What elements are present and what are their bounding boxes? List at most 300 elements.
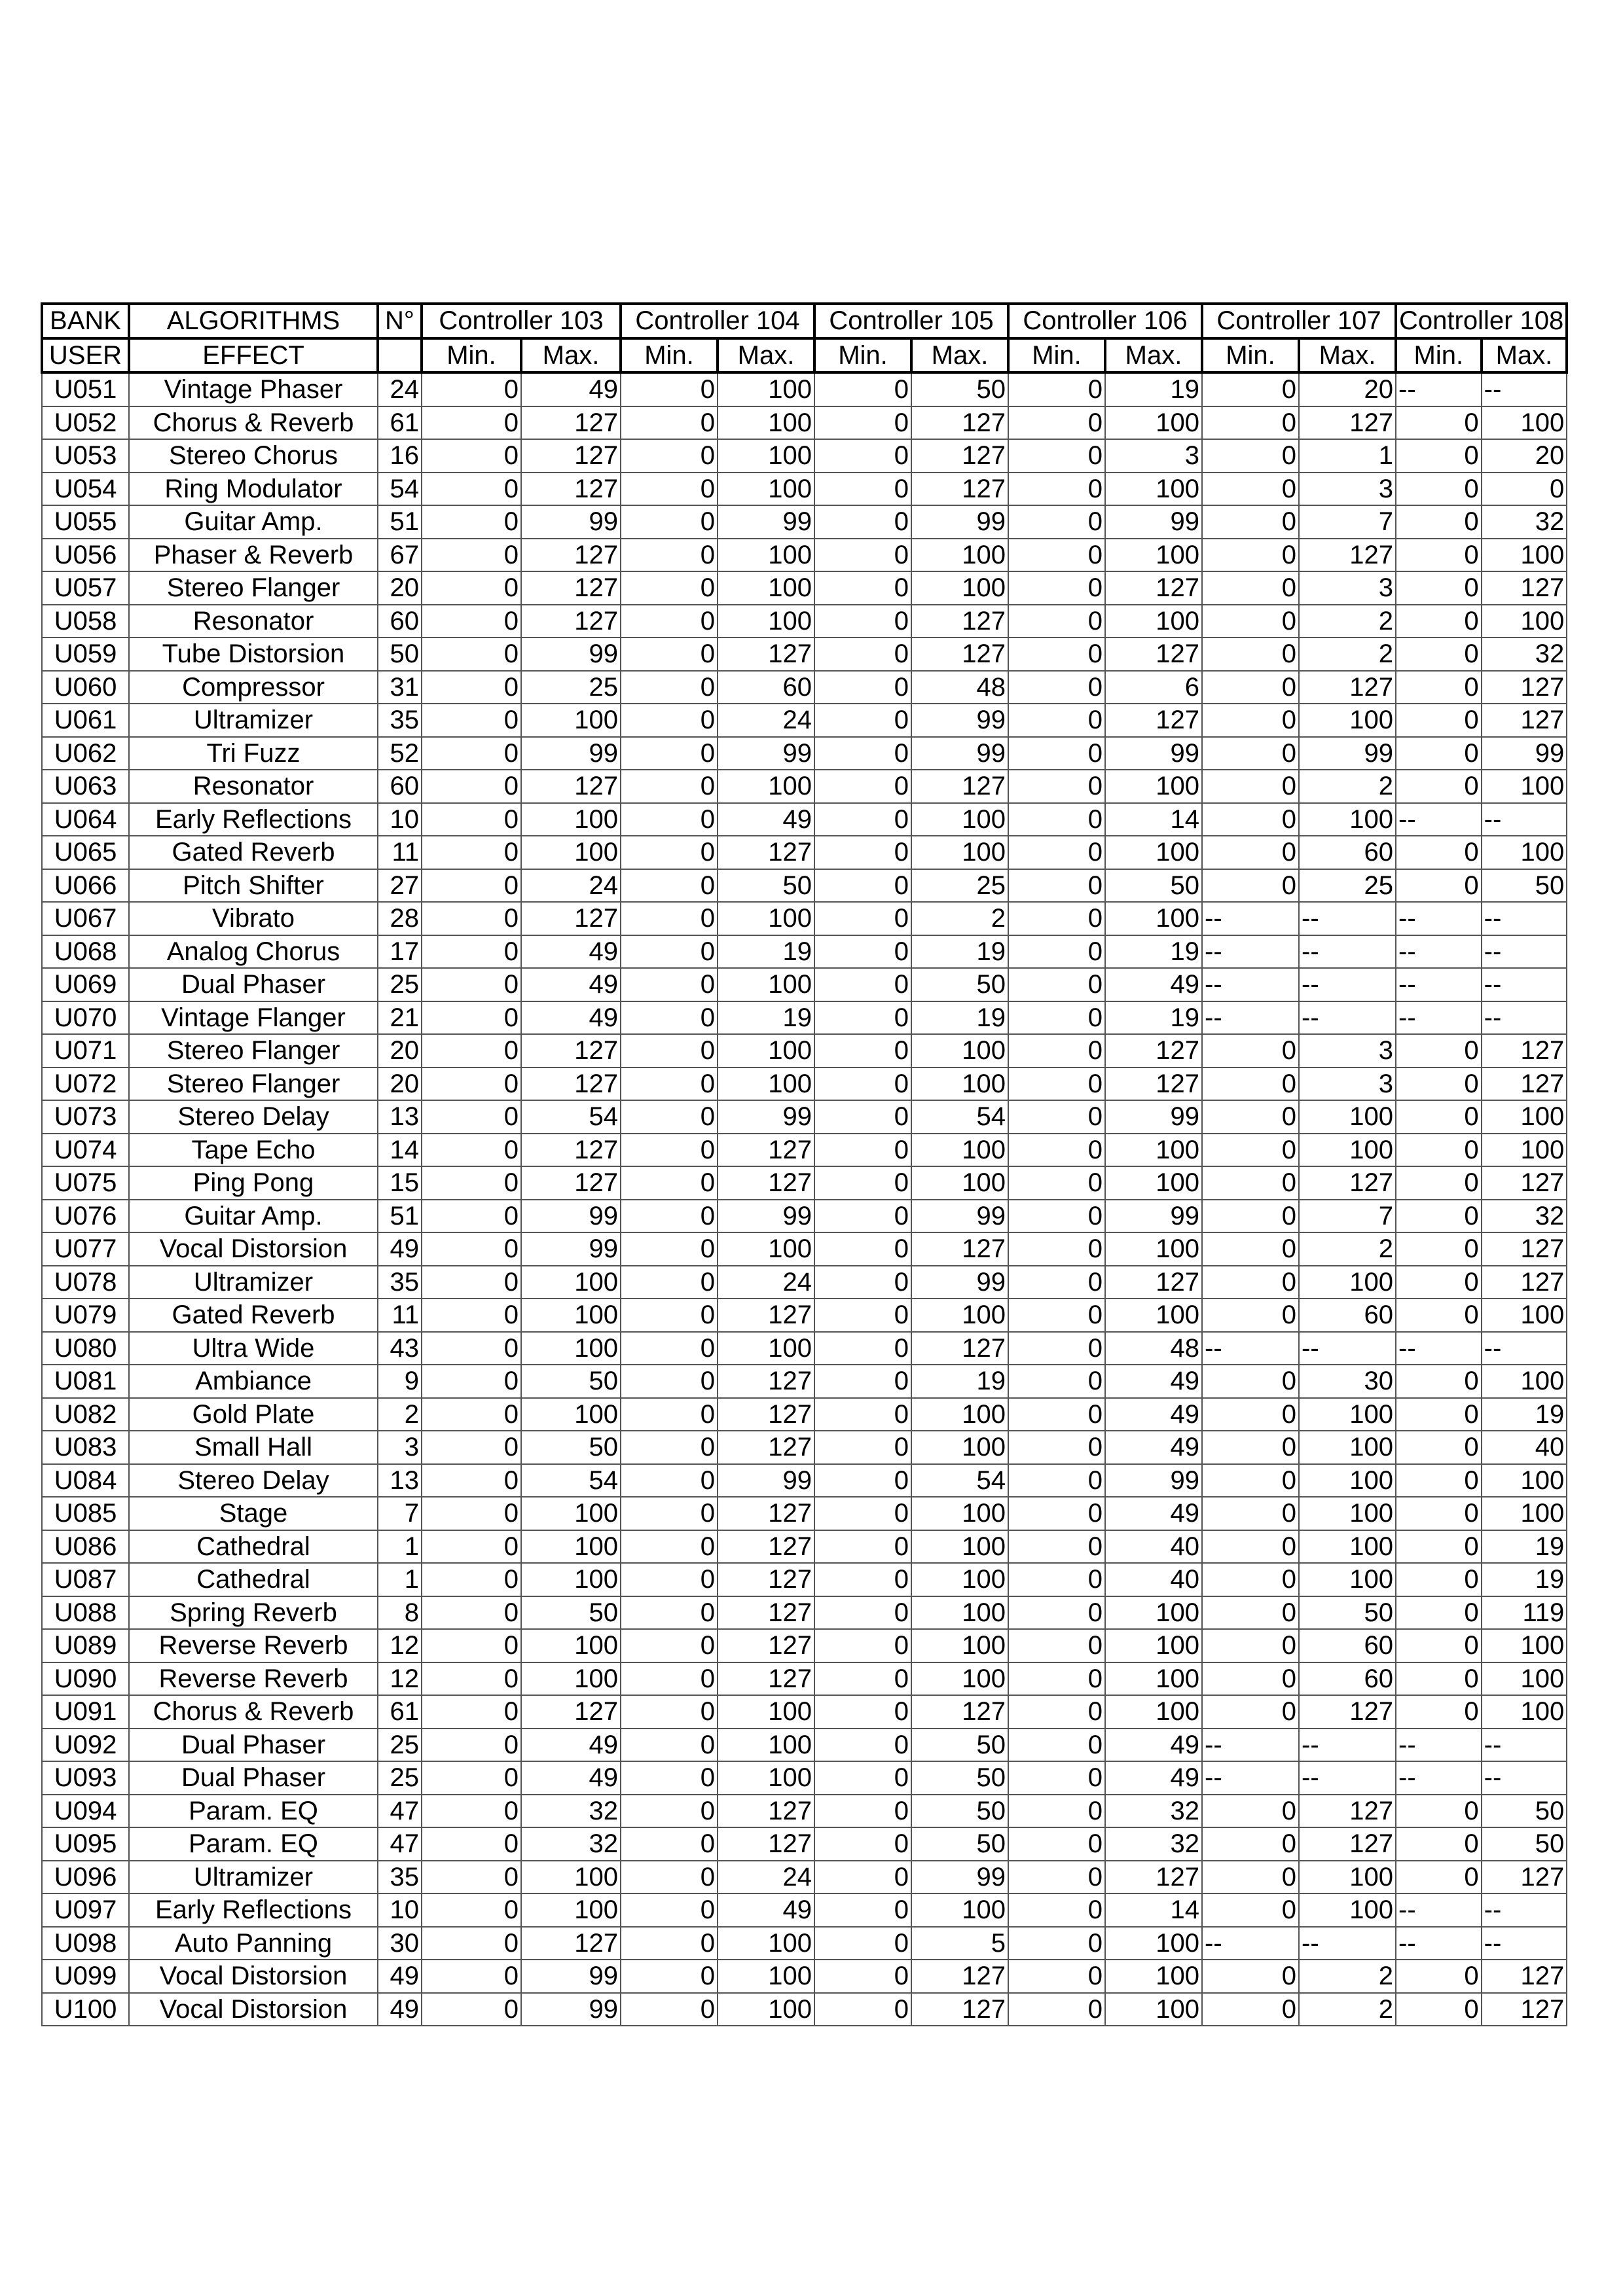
value-cell: 0	[814, 1067, 911, 1101]
value-cell: 19	[718, 1001, 814, 1035]
value-cell: 0	[1396, 505, 1482, 539]
value-cell: 100	[1299, 1398, 1396, 1431]
value-cell: 0	[621, 1530, 718, 1564]
value-cell: 32	[521, 1795, 621, 1828]
algorithm-number-cell: 61	[378, 1695, 422, 1729]
value-cell: 0	[621, 803, 718, 836]
value-cell: 100	[718, 902, 814, 935]
table-row	[42, 968, 1567, 1001]
algorithm-number-cell: 20	[378, 1034, 422, 1067]
table-row	[42, 1166, 1567, 1200]
value-cell: 0	[1202, 1960, 1299, 1993]
value-cell: 0	[422, 1431, 521, 1464]
bank-cell: U073	[42, 1100, 129, 1134]
value-cell: --	[1299, 902, 1396, 935]
table-row	[42, 1530, 1567, 1564]
value-cell: --	[1396, 1927, 1482, 1960]
value-cell: 0	[1202, 836, 1299, 869]
value-cell: 0	[422, 1299, 521, 1332]
value-cell: --	[1482, 372, 1567, 406]
table-row	[42, 803, 1567, 836]
value-cell: 0	[814, 473, 911, 506]
value-cell: 0	[814, 1596, 911, 1630]
value-cell: 0	[422, 571, 521, 605]
value-cell: 100	[1299, 1563, 1396, 1596]
table-row	[42, 406, 1567, 440]
value-cell: 127	[1482, 1166, 1567, 1200]
value-cell: 100	[718, 968, 814, 1001]
value-cell: 0	[1202, 1232, 1299, 1266]
value-cell: 0	[422, 803, 521, 836]
bank-cell: U074	[42, 1134, 129, 1167]
value-cell: 127	[718, 1365, 814, 1398]
effect-cell: Ambiance	[129, 1365, 378, 1398]
value-cell: 60	[1299, 836, 1396, 869]
value-cell: 0	[621, 1034, 718, 1067]
effect-cell: Ring Modulator	[129, 473, 378, 506]
value-cell: --	[1396, 372, 1482, 406]
value-cell: 100	[1299, 1497, 1396, 1530]
value-cell: 0	[1396, 473, 1482, 506]
value-cell: 100	[1482, 605, 1567, 638]
header-row-1	[42, 304, 1567, 338]
value-cell: 100	[911, 1034, 1008, 1067]
value-cell: 0	[1202, 1134, 1299, 1167]
value-cell: 0	[1008, 1662, 1105, 1696]
value-cell: 0	[621, 704, 718, 737]
value-cell: 49	[1105, 1431, 1202, 1464]
value-cell: 0	[814, 571, 911, 605]
table-row	[42, 1695, 1567, 1729]
value-cell: 100	[718, 372, 814, 406]
value-cell: 32	[1482, 505, 1567, 539]
value-cell: --	[1482, 1729, 1567, 1762]
value-cell: 100	[911, 1563, 1008, 1596]
value-cell: 40	[1105, 1530, 1202, 1564]
value-cell: 3	[1299, 571, 1396, 605]
value-cell: 0	[1008, 1927, 1105, 1960]
value-cell: 127	[1299, 1695, 1396, 1729]
table-row	[42, 1299, 1567, 1332]
table-row	[42, 372, 1567, 406]
value-cell: 0	[621, 1232, 718, 1266]
value-cell: 0	[621, 1100, 718, 1134]
value-cell: 0	[1202, 1497, 1299, 1530]
value-cell: 0	[1202, 671, 1299, 704]
value-cell: 0	[1396, 571, 1482, 605]
value-cell: 127	[718, 1134, 814, 1167]
table-row	[42, 902, 1567, 935]
algorithm-number-cell: 24	[378, 372, 422, 406]
algorithm-number-cell: 35	[378, 1266, 422, 1299]
value-cell: 24	[521, 869, 621, 903]
table-row	[42, 1398, 1567, 1431]
value-cell: 0	[1396, 1662, 1482, 1696]
table-row	[42, 1827, 1567, 1861]
effect-cell: Dual Phaser	[129, 1729, 378, 1762]
effect-cell: Vocal Distorsion	[129, 1960, 378, 1993]
effect-cell: Gated Reverb	[129, 1299, 378, 1332]
value-cell: 49	[521, 935, 621, 969]
value-cell: 100	[718, 1232, 814, 1266]
value-cell: 99	[521, 737, 621, 770]
value-cell: 0	[814, 1497, 911, 1530]
value-cell: 0	[621, 1729, 718, 1762]
value-cell: 0	[1008, 803, 1105, 836]
value-cell: 127	[718, 1431, 814, 1464]
table-row	[42, 1629, 1567, 1662]
value-cell: 0	[621, 1893, 718, 1927]
value-cell: 0	[1396, 704, 1482, 737]
value-cell: 0	[1202, 1993, 1299, 2026]
value-cell: 0	[1202, 1266, 1299, 1299]
value-cell: 0	[1202, 1662, 1299, 1696]
value-cell: 50	[911, 1827, 1008, 1861]
value-cell: 60	[1299, 1629, 1396, 1662]
value-cell: 127	[1105, 1266, 1202, 1299]
value-cell: 0	[621, 1695, 718, 1729]
value-cell: 0	[1396, 1629, 1482, 1662]
value-cell: 0	[1202, 1893, 1299, 1927]
value-cell: 0	[1008, 902, 1105, 935]
value-cell: --	[1482, 902, 1567, 935]
algorithm-number-cell: 13	[378, 1100, 422, 1134]
value-cell: 127	[1299, 1795, 1396, 1828]
effect-cell: Analog Chorus	[129, 935, 378, 969]
value-cell: 40	[1105, 1563, 1202, 1596]
bank-cell: U052	[42, 406, 129, 440]
value-cell: 0	[1008, 1795, 1105, 1828]
value-cell: 127	[1299, 671, 1396, 704]
value-cell: 54	[521, 1100, 621, 1134]
value-cell: 100	[718, 1695, 814, 1729]
value-cell: 100	[1299, 1100, 1396, 1134]
value-cell: 0	[422, 1200, 521, 1233]
value-cell: 99	[911, 737, 1008, 770]
value-cell: 99	[1105, 1100, 1202, 1134]
value-cell: 0	[1202, 1067, 1299, 1101]
value-cell: 99	[718, 1200, 814, 1233]
value-cell: 0	[1008, 737, 1105, 770]
value-cell: 0	[1202, 737, 1299, 770]
value-cell: 100	[911, 1299, 1008, 1332]
value-cell: 100	[718, 439, 814, 473]
bank-cell: U056	[42, 539, 129, 572]
value-cell: 2	[1299, 637, 1396, 671]
value-cell: 100	[1105, 1960, 1202, 1993]
value-cell: 0	[814, 836, 911, 869]
value-cell: 127	[521, 1067, 621, 1101]
value-cell: 0	[1008, 770, 1105, 803]
value-cell: 100	[1105, 1993, 1202, 2026]
effect-cell: Param. EQ	[129, 1795, 378, 1828]
algorithm-number-cell: 54	[378, 473, 422, 506]
value-cell: 50	[1105, 869, 1202, 903]
value-cell: 0	[1008, 1067, 1105, 1101]
value-cell: --	[1202, 1761, 1299, 1795]
table-row	[42, 1927, 1567, 1960]
value-cell: 99	[1105, 737, 1202, 770]
value-cell: 127	[718, 1795, 814, 1828]
effect-cell: Ultramizer	[129, 1266, 378, 1299]
value-cell: 0	[1008, 605, 1105, 638]
value-cell: --	[1299, 1927, 1396, 1960]
value-cell: 0	[1008, 1134, 1105, 1167]
value-cell: 0	[621, 1431, 718, 1464]
value-cell: 0	[814, 1960, 911, 1993]
value-cell: 0	[422, 637, 521, 671]
value-cell: 127	[1482, 571, 1567, 605]
value-cell: 0	[814, 1299, 911, 1332]
value-cell: 2	[1299, 605, 1396, 638]
bank-cell: U064	[42, 803, 129, 836]
column-header: Controller 106	[1008, 304, 1202, 338]
value-cell: 0	[1396, 1563, 1482, 1596]
algorithm-number-cell: 60	[378, 605, 422, 638]
value-cell: 100	[1482, 406, 1567, 440]
value-cell: 127	[911, 439, 1008, 473]
value-cell: 100	[911, 1596, 1008, 1630]
effect-cell: Dual Phaser	[129, 968, 378, 1001]
value-cell: 100	[521, 1662, 621, 1696]
column-subheader: Min.	[1202, 338, 1299, 373]
value-cell: 54	[911, 1464, 1008, 1498]
effect-cell: Auto Panning	[129, 1927, 378, 1960]
column-subheader: Max.	[1105, 338, 1202, 373]
value-cell: 0	[1396, 1200, 1482, 1233]
effect-cell: Param. EQ	[129, 1827, 378, 1861]
value-cell: 0	[422, 1761, 521, 1795]
value-cell: 100	[1105, 836, 1202, 869]
value-cell: 0	[1396, 1497, 1482, 1530]
value-cell: 0	[1008, 1266, 1105, 1299]
value-cell: 0	[621, 671, 718, 704]
value-cell: --	[1482, 1001, 1567, 1035]
value-cell: 0	[1008, 539, 1105, 572]
value-cell: 0	[422, 1861, 521, 1894]
effect-cell: Compressor	[129, 671, 378, 704]
value-cell: 100	[911, 803, 1008, 836]
value-cell: 0	[1202, 1827, 1299, 1861]
value-cell: 0	[814, 1166, 911, 1200]
value-cell: 100	[911, 539, 1008, 572]
value-cell: 0	[1008, 1596, 1105, 1630]
value-cell: 40	[1482, 1431, 1567, 1464]
bank-cell: U079	[42, 1299, 129, 1332]
value-cell: 24	[718, 1266, 814, 1299]
value-cell: 0	[1008, 571, 1105, 605]
bank-cell: U085	[42, 1497, 129, 1530]
value-cell: 32	[1105, 1827, 1202, 1861]
value-cell: 0	[1008, 1893, 1105, 1927]
value-cell: 127	[911, 1695, 1008, 1729]
value-cell: 0	[621, 968, 718, 1001]
value-cell: 127	[718, 1596, 814, 1630]
value-cell: 100	[718, 1993, 814, 2026]
table-row	[42, 770, 1567, 803]
value-cell: 0	[1396, 1827, 1482, 1861]
effect-cell: Chorus & Reverb	[129, 406, 378, 440]
value-cell: 0	[621, 935, 718, 969]
algorithm-number-cell: 61	[378, 406, 422, 440]
value-cell: 0	[1396, 406, 1482, 440]
value-cell: 0	[814, 1795, 911, 1828]
value-cell: --	[1396, 935, 1482, 969]
value-cell: 100	[1482, 1365, 1567, 1398]
value-cell: 0	[1008, 1993, 1105, 2026]
bank-cell: U070	[42, 1001, 129, 1035]
value-cell: 0	[422, 869, 521, 903]
bank-cell: U093	[42, 1761, 129, 1795]
value-cell: 0	[422, 406, 521, 440]
bank-cell: U094	[42, 1795, 129, 1828]
table-row	[42, 1001, 1567, 1035]
table-row	[42, 1563, 1567, 1596]
value-cell: 127	[521, 605, 621, 638]
value-cell: 99	[718, 737, 814, 770]
value-cell: 127	[1482, 671, 1567, 704]
algorithm-number-cell: 60	[378, 770, 422, 803]
value-cell: --	[1482, 803, 1567, 836]
value-cell: 100	[718, 1729, 814, 1762]
value-cell: 0	[1396, 1266, 1482, 1299]
value-cell: 0	[1008, 1861, 1105, 1894]
value-cell: --	[1299, 1729, 1396, 1762]
value-cell: 0	[1202, 605, 1299, 638]
value-cell: 0	[422, 1629, 521, 1662]
value-cell: 0	[814, 1332, 911, 1365]
value-cell: 100	[718, 605, 814, 638]
table-row	[42, 1893, 1567, 1927]
algorithm-number-cell: 20	[378, 1067, 422, 1101]
value-cell: 0	[1482, 473, 1567, 506]
value-cell: 0	[422, 439, 521, 473]
value-cell: 0	[1202, 372, 1299, 406]
value-cell: 0	[1396, 1166, 1482, 1200]
value-cell: 0	[422, 1827, 521, 1861]
value-cell: 0	[1008, 1200, 1105, 1233]
bank-cell: U078	[42, 1266, 129, 1299]
value-cell: --	[1299, 1001, 1396, 1035]
value-cell: 127	[1105, 571, 1202, 605]
value-cell: 0	[1008, 637, 1105, 671]
value-cell: 0	[422, 1497, 521, 1530]
value-cell: 100	[1482, 1662, 1567, 1696]
value-cell: 0	[1202, 1166, 1299, 1200]
value-cell: 100	[1105, 1134, 1202, 1167]
value-cell: 0	[814, 1927, 911, 1960]
value-cell: 127	[911, 1332, 1008, 1365]
value-cell: 0	[422, 770, 521, 803]
algorithm-number-cell: 43	[378, 1332, 422, 1365]
value-cell: 100	[521, 1893, 621, 1927]
value-cell: 50	[521, 1365, 621, 1398]
algorithm-number-cell: 11	[378, 836, 422, 869]
value-cell: 0	[1396, 1464, 1482, 1498]
value-cell: 0	[621, 1299, 718, 1332]
value-cell: 0	[814, 372, 911, 406]
value-cell: 127	[1482, 1960, 1567, 1993]
value-cell: 100	[1105, 605, 1202, 638]
value-cell: 0	[1202, 1100, 1299, 1134]
value-cell: 0	[422, 1662, 521, 1696]
bank-cell: U097	[42, 1893, 129, 1927]
value-cell: --	[1299, 935, 1396, 969]
value-cell: 0	[422, 539, 521, 572]
algorithm-number-cell: 47	[378, 1795, 422, 1828]
value-cell: 0	[814, 1200, 911, 1233]
value-cell: 50	[1482, 1795, 1567, 1828]
value-cell: 0	[1396, 836, 1482, 869]
column-subheader: Min.	[621, 338, 718, 373]
value-cell: 50	[911, 1729, 1008, 1762]
value-cell: 127	[1482, 1232, 1567, 1266]
value-cell: 0	[1396, 1530, 1482, 1564]
value-cell: --	[1396, 1729, 1482, 1762]
value-cell: 0	[422, 1232, 521, 1266]
table-row	[42, 439, 1567, 473]
value-cell: 0	[621, 505, 718, 539]
table-body	[42, 372, 1567, 2026]
value-cell: 0	[814, 605, 911, 638]
table-row	[42, 1993, 1567, 2026]
value-cell: 100	[911, 836, 1008, 869]
effect-cell: Resonator	[129, 770, 378, 803]
value-cell: 0	[1202, 473, 1299, 506]
value-cell: 127	[521, 902, 621, 935]
value-cell: 0	[422, 1927, 521, 1960]
algorithm-number-cell: 35	[378, 1861, 422, 1894]
value-cell: 100	[1482, 1299, 1567, 1332]
value-cell: 2	[911, 902, 1008, 935]
value-cell: 0	[1008, 935, 1105, 969]
value-cell: 127	[911, 1960, 1008, 1993]
value-cell: 0	[422, 1067, 521, 1101]
value-cell: 14	[1105, 803, 1202, 836]
value-cell: 100	[1105, 902, 1202, 935]
value-cell: 127	[911, 770, 1008, 803]
value-cell: 0	[814, 1729, 911, 1762]
value-cell: 0	[814, 935, 911, 969]
bank-cell: U083	[42, 1431, 129, 1464]
effect-cell: Ultramizer	[129, 704, 378, 737]
table-row	[42, 1596, 1567, 1630]
value-cell: --	[1396, 968, 1482, 1001]
value-cell: 0	[621, 836, 718, 869]
value-cell: 0	[621, 902, 718, 935]
effect-cell: Stereo Delay	[129, 1100, 378, 1134]
value-cell: 100	[1105, 1629, 1202, 1662]
value-cell: 0	[1008, 1827, 1105, 1861]
bank-cell: U076	[42, 1200, 129, 1233]
column-subheader: Max.	[521, 338, 621, 373]
bank-cell: U057	[42, 571, 129, 605]
value-cell: 0	[1202, 1695, 1299, 1729]
value-cell: 3	[1299, 473, 1396, 506]
value-cell: 0	[422, 1266, 521, 1299]
algorithm-number-cell: 30	[378, 1927, 422, 1960]
value-cell: --	[1202, 935, 1299, 969]
table-header	[42, 304, 1567, 372]
value-cell: 0	[621, 605, 718, 638]
algorithm-number-cell: 49	[378, 1993, 422, 2026]
bank-cell: U075	[42, 1166, 129, 1200]
value-cell: 0	[422, 1365, 521, 1398]
value-cell: 0	[422, 1893, 521, 1927]
value-cell: 49	[521, 968, 621, 1001]
value-cell: 100	[911, 1134, 1008, 1167]
table-row	[42, 1266, 1567, 1299]
